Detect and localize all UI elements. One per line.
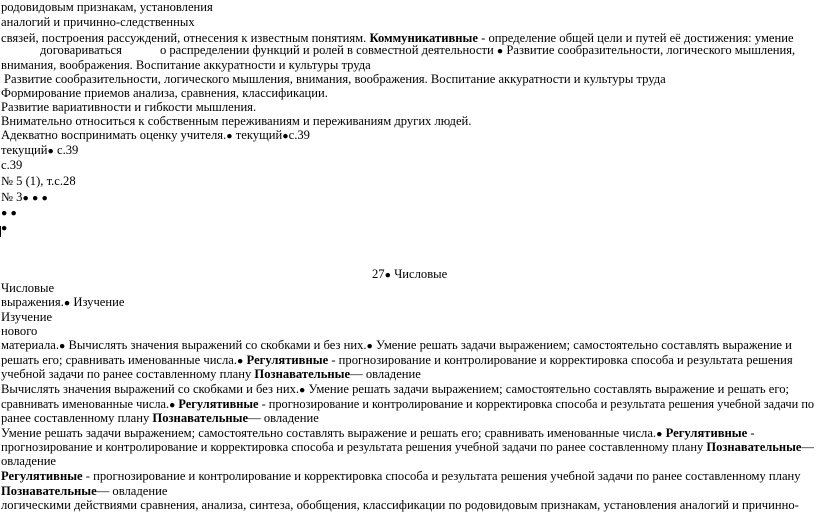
bold-term: Коммуникативные [369, 31, 478, 45]
bullet-icon: ● [282, 131, 289, 142]
bullet-icon: ● [366, 341, 373, 352]
text-line: Внимательно относиться к собственным переживаниям и переживаниям других людей. [1, 114, 472, 128]
bold-term: Регулятивные [665, 426, 748, 440]
bullet-icon: ● [1, 223, 8, 234]
bullet-icon: ● [59, 341, 66, 352]
bullet-icon: ● [47, 146, 54, 157]
text-line: № 5 (1), т.с.28 [1, 174, 76, 188]
text-line: сравнивать именованные числа.● Регулятивные - прогнозирование и контролирование и корректировка способа и результата решения учебной задачи по [1, 397, 815, 411]
text-line: с.39 [1, 158, 23, 172]
text-line: Умение решать задачи выражением; самостоятельно составлять выражение и решать его; сравнивать именованные числа.● Регулятивные - [1, 426, 755, 440]
text-line: овладение [1, 454, 57, 468]
bullet-row [1, 220, 7, 237]
text-line: ранее составленному плану Познавательные— овладение [1, 411, 319, 425]
bullet-icon: ● [1, 208, 8, 219]
bullet-icon: ● [169, 400, 176, 411]
cursor-bar [0, 226, 1, 237]
text-line: родовидовым признакам, установления [1, 0, 213, 14]
centered-line: 27● Числовые [372, 267, 448, 281]
bullet-icon: ● [226, 131, 233, 142]
bullet-icon: ● [10, 208, 17, 219]
bold-term: Познавательные [152, 411, 249, 425]
text-line: текущий● с.39 [1, 143, 79, 157]
bold-term: Регулятивные [246, 353, 329, 367]
bullet-icon: ● [63, 298, 71, 309]
bullet-icon: ● [31, 193, 39, 204]
bold-term: Познавательные [254, 367, 351, 381]
bullet-icon: ● [237, 356, 244, 367]
bullet-icon: ● [22, 193, 29, 204]
text-line: материала.● Вычислять значения выражений со скобками и без них.● Умение решать задачи выражением; самостоятельно составлять выражение и [1, 338, 792, 352]
text-line: решать его; сравнивать именованные числа.● Регулятивные - прогнозирование и контролирование и корректировка способа и результата решения [1, 353, 793, 367]
text-line: выражения.● Изучение [1, 295, 125, 309]
bullet-icon: ● [384, 270, 391, 281]
text-line: Числовые [1, 281, 55, 295]
text-line: № 3● ● ● [1, 190, 48, 204]
bullet-icon: ● [299, 385, 306, 396]
text-line: аналогий и причинно-следственных [1, 15, 195, 29]
text-line: внимания, воображения. Воспитание аккуратности и культуры труда [1, 58, 371, 72]
bold-term: Познавательные [1, 484, 97, 498]
text-line: Формирование приемов анализа, сравнения, классификации. [1, 86, 328, 100]
text-line: нового [1, 324, 38, 338]
text-line: прогнозирование и контролирование и корректировка способа и результата решения учебной задачи по ранее составленному плану Познавательные— [1, 440, 814, 454]
bold-term: Регулятивные [178, 397, 259, 411]
bullet-icon: ● [41, 193, 48, 204]
text-line: Развитие сообразительности, логического мышления, внимания, воображения. Воспитание аккуратности и культуры труда [4, 72, 666, 86]
bullet-icon: ● [656, 429, 663, 440]
bold-term: Познавательные [706, 440, 802, 454]
bold-term: Регулятивные [1, 469, 83, 483]
text-line: связей, построения рассуждений, отнесения к известным понятиям. Коммуникативные - определение общей цели и путей её достижения: умение [1, 31, 794, 45]
text-line: логическими действиями сравнения, анализа, синтеза, обобщения, классификации по родовидовым признакам, установления аналогий и причинно- [1, 498, 799, 512]
text-line: Развитие вариативности и гибкости мышления. [1, 100, 257, 114]
text-line: учебной задачи по ранее составленному плану Познавательные— овладение [1, 367, 421, 381]
text-line: договариваться о распределении функций и ролей в совместной деятельности ● Развитие сообразительности, логического мышления, [40, 43, 796, 57]
text-line: Адекватно воспринимать оценку учителя.● текущий●с.39 [1, 128, 310, 142]
text-line: Регулятивные - прогнозирование и контролирование и корректировка способа и результата решения учебной задачи по ранее составленному плану [1, 469, 801, 483]
text-line: Изучение [1, 310, 53, 324]
text-line: Познавательные— овладение [1, 484, 168, 498]
bullet-icon: ● [496, 46, 504, 57]
text-line: Вычислять значения выражений со скобками и без них.● Умение решать задачи выражением; самостоятельно составлять выражение и решать его; [1, 382, 790, 396]
